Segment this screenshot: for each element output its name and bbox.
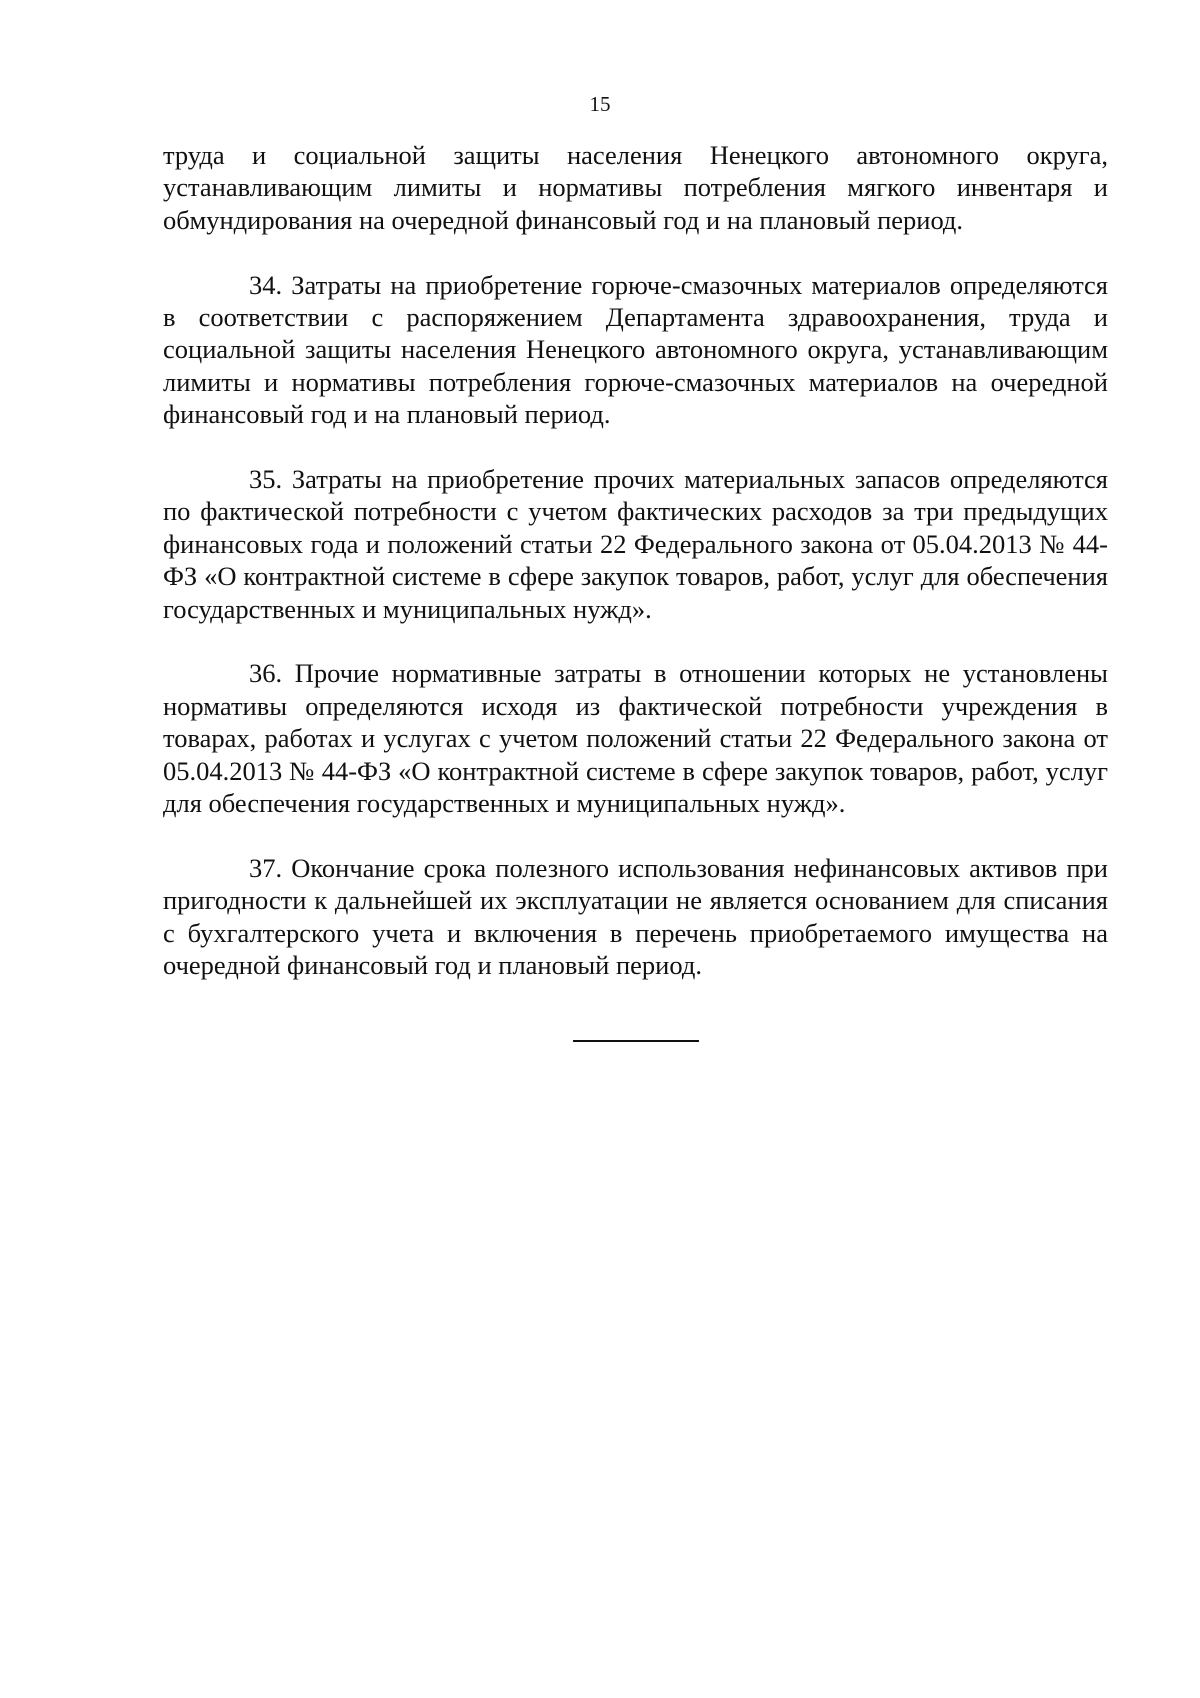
paragraph-36: 36. Прочие нормативные затраты в отношении которых не установлены нормативы определяются исходя из фактической потребности учреждения в товарах, работах и услугах с учетом положений статьи 22 Федерального закона от 05.04.2013 № 44-ФЗ «О контрактной системе в сфере закупок товаров, работ, услуг для обеспечения государственных и муниципальных нужд». [163,658,1108,819]
paragraph-35: 35. Затраты на приобретение прочих материальных запасов определяются по фактической потребности с учетом фактических расходов за три предыдущих финансовых года и положений статьи 22 Федерального закона от 05.04.2013 № 44-ФЗ «О контрактной системе в сфере закупок товаров, работ, услуг для обеспечения государственных и муниципальных нужд». [163,464,1108,624]
end-of-document-rule [573,1040,699,1042]
page-number: 15 [589,92,611,116]
paragraph-34: 34. Затраты на приобретение горюче-смазочных материалов определяются в соответствии с распоряжением Департамента здравоохранения, труда и социальной защиты населения Ненецкого автономного округа, устанавливающим лимиты и нормативы потребления горюче-смазочных материалов на очередной финансовый год и на плановый период. [163,269,1108,430]
paragraph-37: 37. Окончание срока полезного использования нефинансовых активов при пригодности к дальнейшей их эксплуатации не является основанием для списания с бухгалтерского учета и включения в перечень приобретаемого имущества на очередной финансовый год и плановый период. [163,852,1108,981]
paragraph-continuation: труда и социальной защиты населения Ненецкого автономного округа, устанавливающим лимиты и нормативы потребления мягкого инвентаря и обмундирования на очередной финансовый год и на плановый период. [163,140,1108,235]
document-body [163,139,1108,982]
